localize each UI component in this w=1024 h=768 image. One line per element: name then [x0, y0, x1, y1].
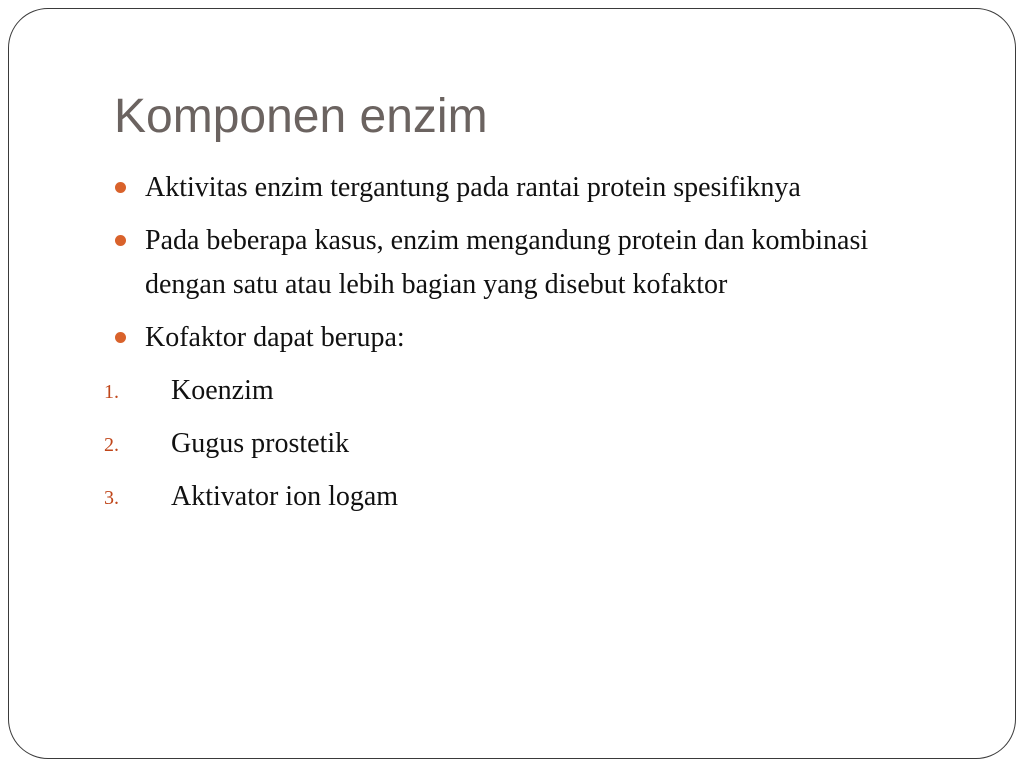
numbered-item — [104, 422, 934, 466]
bullet-text: Kofaktor dapat berupa: — [145, 322, 405, 353]
numbered-item — [104, 369, 934, 413]
numbered-text: Koenzim — [171, 375, 274, 406]
number-marker: 1. — [104, 381, 119, 403]
numbered-text: Aktivator ion logam — [171, 481, 399, 512]
slide-title: Komponen enzim — [114, 90, 488, 143]
bullet-item — [104, 316, 934, 360]
numbered-item — [104, 475, 934, 519]
bullet-dot-icon — [115, 332, 126, 343]
slide-content — [104, 166, 934, 528]
bullet-text: Aktivitas enzim tergantung pada rantai protein spesifiknya — [145, 172, 801, 203]
bullet-item — [104, 166, 934, 210]
bullet-dot-icon — [115, 235, 126, 246]
numbered-text: Gugus prostetik — [171, 428, 350, 459]
number-marker: 2. — [104, 434, 119, 456]
bullet-item — [104, 219, 934, 307]
bullet-dot-icon — [115, 182, 126, 193]
number-marker: 3. — [104, 487, 119, 509]
bullet-text: Pada beberapa kasus, enzim mengandung protein dan kombinasi dengan satu atau lebih bagian yang disebut kofaktor — [145, 225, 869, 300]
